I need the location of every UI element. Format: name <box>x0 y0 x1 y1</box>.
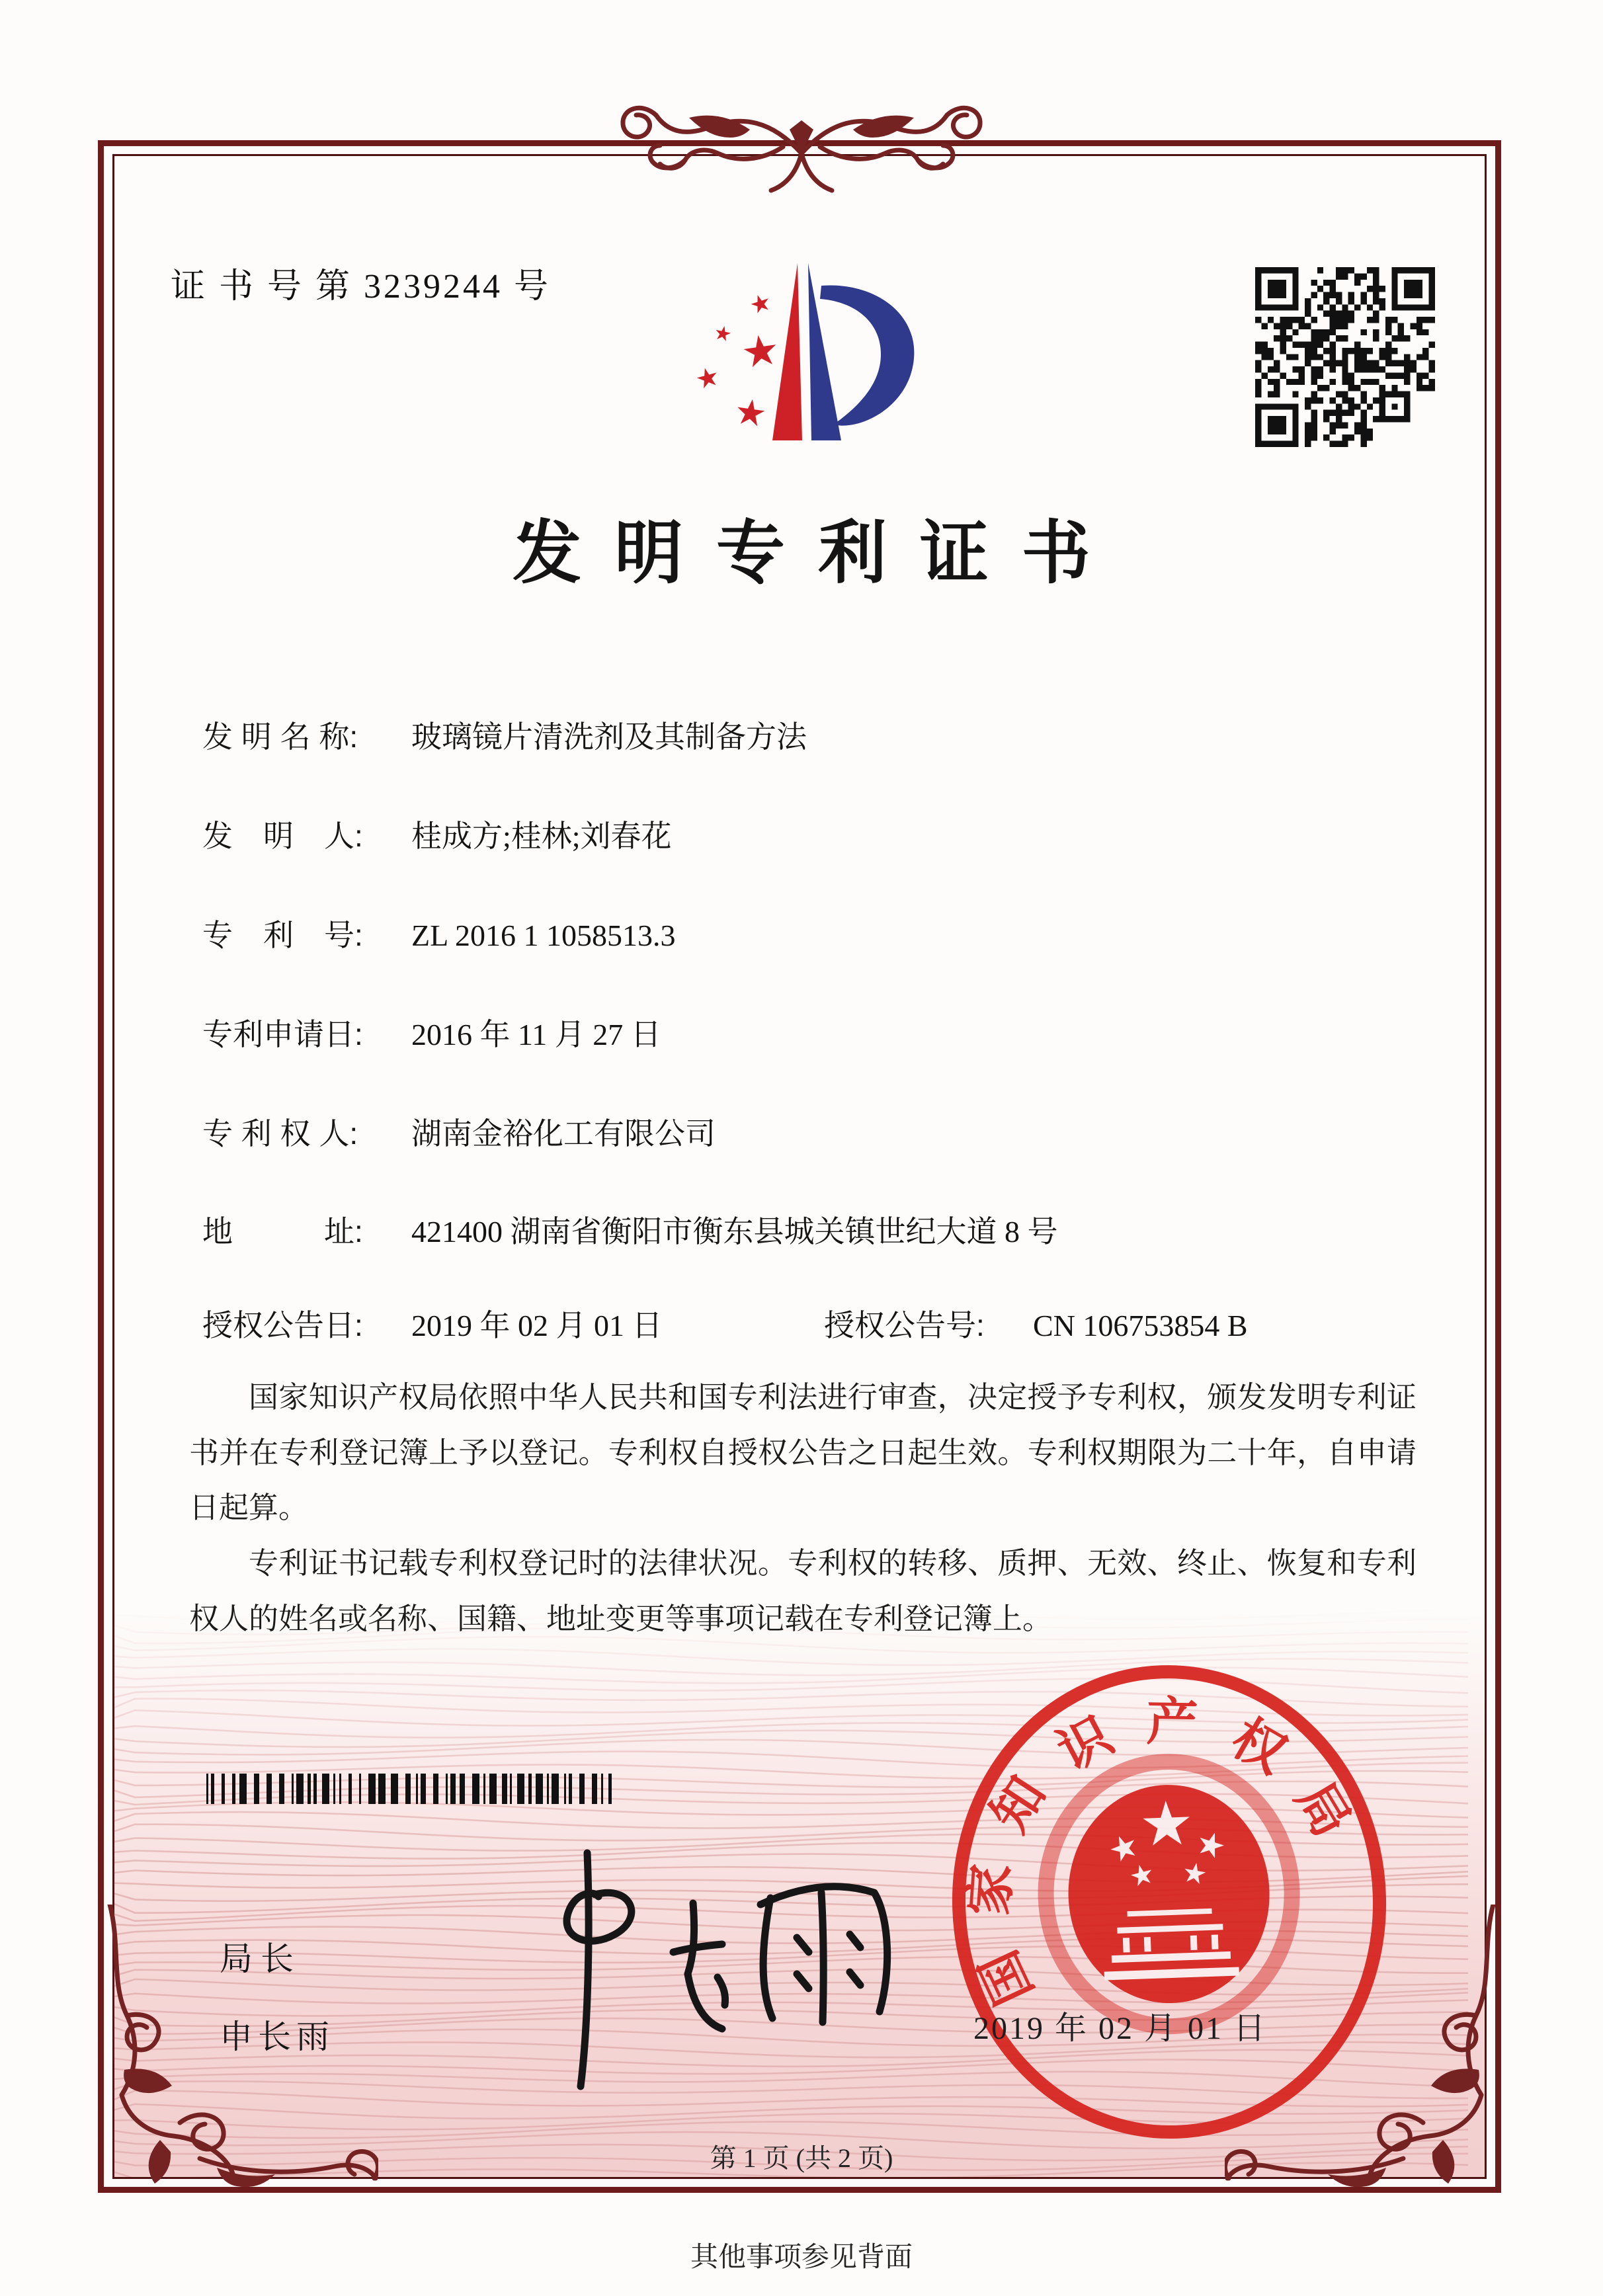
svg-text:知: 知 <box>979 1766 1057 1842</box>
field-grant-date <box>202 1301 663 1345</box>
field-patentee <box>202 1110 716 1153</box>
svg-text:★: ★ <box>1190 1822 1231 1868</box>
field-value: CN 106753854 B <box>1033 1309 1248 1342</box>
top-flourish-ornament <box>544 73 1059 212</box>
field-label: 发 明 人: <box>202 819 363 853</box>
official-seal <box>939 1651 1402 2153</box>
director-title-label: 局长 <box>220 1940 302 1977</box>
cnipa-patent-logo <box>675 251 952 450</box>
svg-text:★: ★ <box>731 390 770 436</box>
field-filing-date <box>202 1010 661 1054</box>
certificate-number: 证 书 号 第 3239244 号 <box>171 268 552 306</box>
page-number: 第 1 页 (共 2 页) <box>710 2143 893 2173</box>
field-value: 2016 年 11 月 27 日 <box>411 1018 661 1051</box>
field-value: 湖南金裕化工有限公司 <box>411 1117 716 1151</box>
director-signature <box>463 1825 913 2103</box>
field-value: 421400 湖南省衡阳市衡东县城关镇世纪大道 8 号 <box>411 1215 1058 1249</box>
svg-text:★: ★ <box>712 321 734 347</box>
field-patent-number <box>202 911 676 955</box>
logo-stars <box>692 288 783 436</box>
svg-text:家: 家 <box>959 1862 1021 1918</box>
field-label: 授权公告日: <box>202 1308 363 1342</box>
seal-date: 2019 年 02 月 01 日 <box>973 2011 1268 2046</box>
field-label: 专 利 权 人: <box>202 1116 358 1151</box>
field-value: 桂成方;桂林;刘春花 <box>411 819 672 853</box>
svg-text:识: 识 <box>1048 1705 1122 1782</box>
svg-text:★: ★ <box>1179 1855 1210 1892</box>
field-label: 发 明 名 称: <box>202 719 358 754</box>
field-inventors <box>202 812 672 856</box>
svg-text:权: 权 <box>1222 1707 1296 1784</box>
svg-text:★: ★ <box>746 288 775 321</box>
svg-text:★: ★ <box>692 360 723 396</box>
svg-text:产: 产 <box>1145 1692 1199 1752</box>
back-side-note: 其他事项参见背面 <box>690 2242 913 2273</box>
field-value: 玻璃镜片清洗剂及其制备方法 <box>411 720 807 754</box>
legal-paragraph-2: 专利证书记载专利权登记时的法律状况。专利权的转移、质押、无效、终止、恢复和专利权人的姓名或名称、国籍、地址变更等事项记载在专利登记簿上。 <box>189 1547 1417 1635</box>
field-label: 专利申请日: <box>202 1017 363 1051</box>
field-address <box>202 1208 1058 1251</box>
barcode <box>206 1774 622 1804</box>
legal-paragraph-1: 国家知识产权局依照中华人民共和国专利法进行审查，决定授予专利权，颁发发明专利证书并在专利登记簿上予以登记。专利权自授权公告之日起生效。专利权期限为二十年，自申请日起算。 <box>189 1381 1417 1525</box>
svg-text:国: 国 <box>969 1942 1044 2014</box>
svg-text:★: ★ <box>738 325 783 379</box>
qr-code <box>1255 267 1435 447</box>
field-label: 授权公告号: <box>824 1308 985 1342</box>
svg-text:★: ★ <box>1137 1787 1195 1861</box>
field-invention-name <box>202 713 807 757</box>
field-value: ZL 2016 1 1058513.3 <box>411 919 676 952</box>
director-name-label: 申长雨 <box>220 2018 335 2055</box>
svg-text:局: 局 <box>1285 1772 1362 1846</box>
certificate-title: 发明专利证书 <box>513 516 1124 592</box>
legal-text <box>189 1370 1417 1647</box>
field-label: 地 址: <box>202 1214 363 1249</box>
field-grant-number <box>824 1301 1248 1345</box>
field-label: 专 利 号: <box>202 918 363 952</box>
svg-text:★: ★ <box>1102 1824 1145 1871</box>
field-value: 2019 年 02 月 01 日 <box>411 1309 663 1342</box>
svg-text:★: ★ <box>1126 1856 1158 1894</box>
